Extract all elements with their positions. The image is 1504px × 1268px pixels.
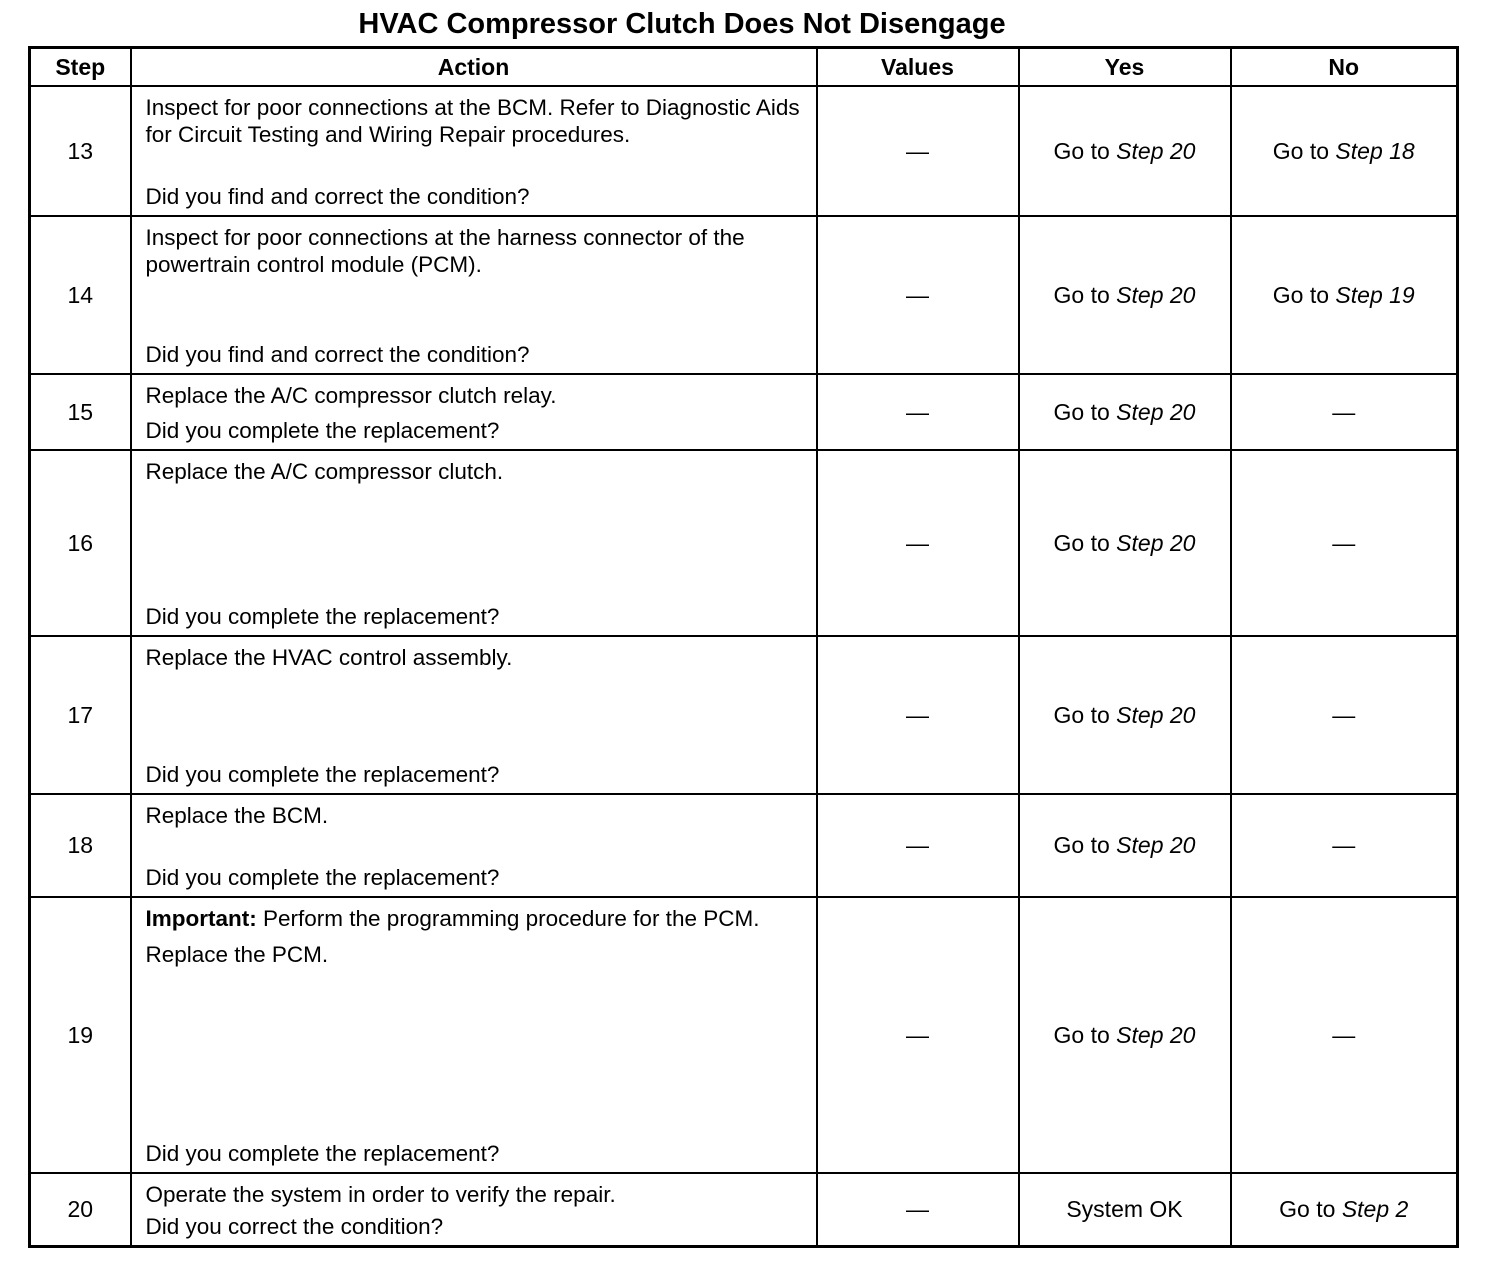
table-row [30,1173,1458,1247]
action-cell [131,636,817,794]
no-step-link: Step 19 [1335,281,1415,308]
no-cell: — [1231,636,1458,794]
header-action: Action [131,48,817,87]
action-instruction: Replace the PCM. [145,942,329,967]
action-cell [131,216,817,374]
yes-cell [1019,374,1231,450]
values-cell: — [817,897,1019,1173]
yes-prefix: Go to [1053,398,1110,425]
action-cell [131,450,817,636]
no-cell: — [1231,794,1458,897]
yes-cell: System OK [1019,1173,1231,1247]
no-prefix: Go to [1279,1196,1336,1222]
yes-prefix: Go to [1053,281,1110,308]
important-note [146,905,802,932]
action-instruction: Operate the system in order to verify the repair. [145,1182,616,1207]
action-instruction: Inspect for poor connections at the harness connector of the powertrain control module (PCM). [145,225,745,277]
action-cell [131,86,817,216]
yes-step-link: Step 20 [1116,398,1196,425]
no-prefix: Go to [1272,281,1330,308]
no-cell: — [1231,450,1458,636]
yes-step-link: Step 20 [1116,281,1196,308]
step-number: 20 [30,1173,131,1247]
no-cell [1231,86,1458,216]
values-cell: — [817,450,1019,636]
action-question: Did you correct the condition? [145,1214,444,1239]
yes-step-link: Step 20 [1116,137,1196,164]
yes-cell [1019,794,1231,897]
yes-step-link: Step 20 [1116,701,1196,728]
page-title: HVAC Compressor Clutch Does Not Disengage [358,8,1006,40]
table-row [30,636,1458,794]
no-cell [1231,1173,1458,1247]
action-cell [131,794,817,897]
header-yes: Yes [1019,48,1231,87]
yes-prefix: Go to [1053,1021,1110,1048]
yes-step-link: Step 20 [1116,529,1196,556]
action-cell [131,374,817,450]
header-values: Values [817,48,1019,87]
action-instruction: Replace the BCM. [145,803,329,828]
header-step: Step [30,48,131,87]
action-instruction: Replace the A/C compressor clutch relay. [145,383,557,408]
action-question: Did you complete the replacement? [145,418,500,443]
values-cell: — [817,374,1019,450]
no-cell [1231,216,1458,374]
action-question: Did you complete the replacement? [145,762,500,787]
table-header-row [30,48,1458,87]
yes-cell [1019,86,1231,216]
no-step-link: Step 18 [1335,137,1415,164]
diagnostic-table [28,46,1459,1248]
step-number: 19 [30,897,131,1173]
table-row [30,897,1458,1173]
step-number: 17 [30,636,131,794]
yes-step-link: Step 20 [1116,1021,1196,1048]
step-number: 13 [30,86,131,216]
yes-prefix: Go to [1053,701,1110,728]
yes-step-link: Step 20 [1116,832,1196,858]
table-row [30,450,1458,636]
no-step-link: Step 2 [1341,1196,1409,1222]
step-number: 16 [30,450,131,636]
table-row [30,86,1458,216]
values-cell: — [817,794,1019,897]
action-instruction: Replace the A/C compressor clutch. [145,459,504,484]
action-cell [131,1173,817,1247]
yes-prefix: Go to [1053,529,1110,556]
action-cell [131,897,817,1173]
header-no: No [1231,48,1458,87]
values-cell: — [817,86,1019,216]
action-question: Did you complete the replacement? [145,604,500,629]
action-question: Did you find and correct the condition? [145,184,530,209]
yes-prefix: Go to [1053,832,1110,858]
table-row [30,374,1458,450]
action-question: Did you find and correct the condition? [145,342,530,367]
yes-prefix: Go to [1053,137,1110,164]
step-number: 15 [30,374,131,450]
yes-cell [1019,450,1231,636]
yes-cell [1019,216,1231,374]
values-cell: — [817,216,1019,374]
important-label: Important: [145,906,257,931]
values-cell: — [817,1173,1019,1247]
step-number: 18 [30,794,131,897]
table-row [30,216,1458,374]
yes-cell [1019,636,1231,794]
no-prefix: Go to [1272,137,1330,164]
important-text: Perform the programming procedure for the PCM. [263,906,760,931]
step-number: 14 [30,216,131,374]
action-question: Did you complete the replacement? [145,1141,500,1166]
values-cell: — [817,636,1019,794]
action-question: Did you complete the replacement? [145,865,500,890]
action-instruction: Inspect for poor connections at the BCM. Refer to Diagnostic Aids for Circuit Testing and Wiring Repair procedures. [145,95,800,147]
action-instruction: Replace the HVAC control assembly. [145,645,513,670]
yes-cell [1019,897,1231,1173]
no-cell: — [1231,374,1458,450]
table-row [30,794,1458,897]
no-cell: — [1231,897,1458,1173]
